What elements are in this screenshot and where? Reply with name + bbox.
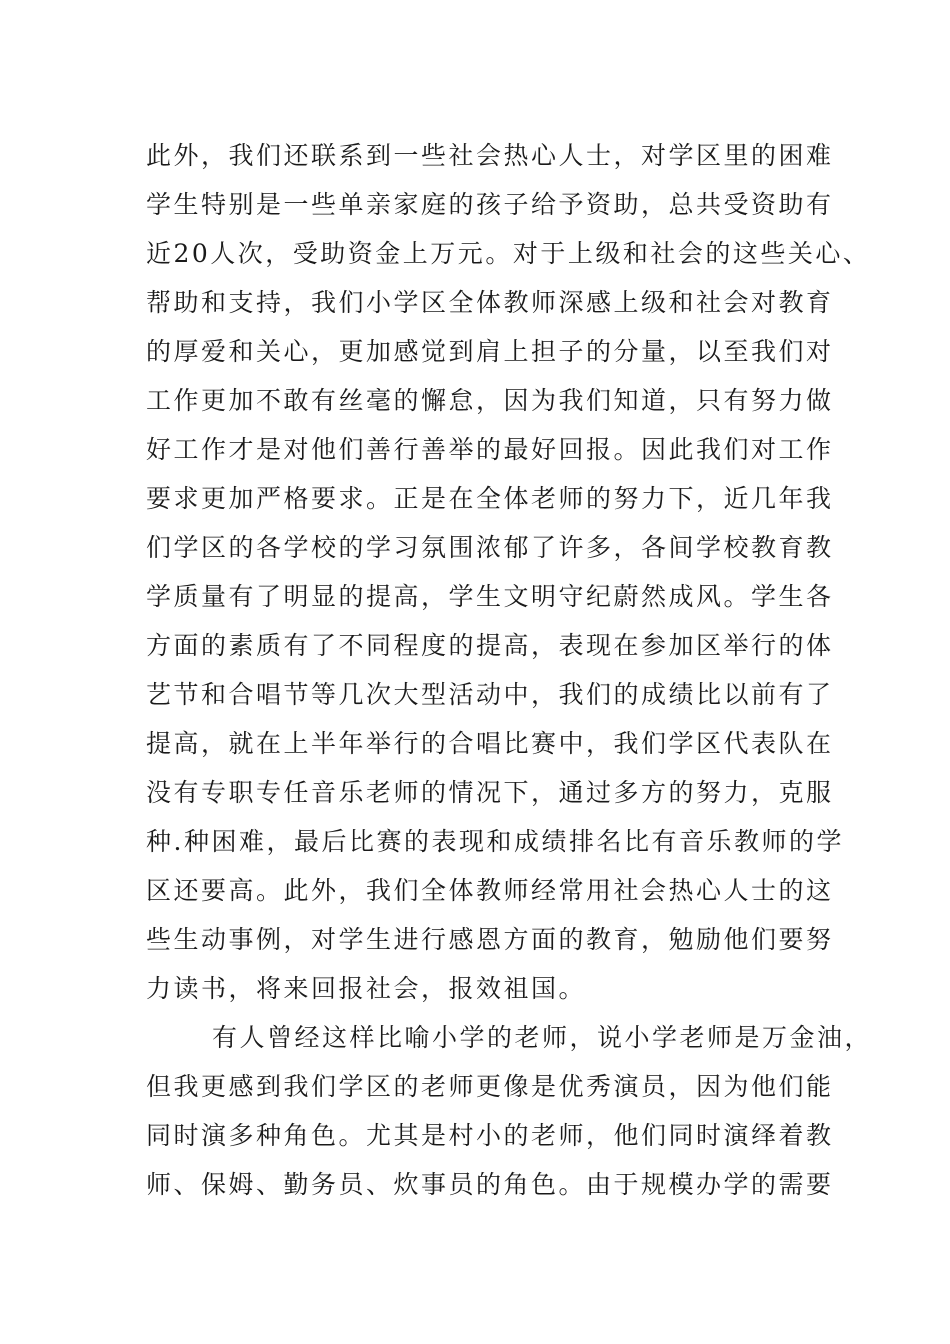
text-line: 帮助和支持，我们小学区全体教师深感上级和社会对教育	[146, 288, 834, 317]
text-line: 艺节和合唱节等几次大型活动中，我们的成绩比以前有了	[146, 680, 834, 709]
text-line: 没有专职专任音乐老师的情况下，通过多方的努力，克服	[146, 778, 834, 807]
text-line: 学生特别是一些单亲家庭的孩子给予资助，总共受资助有	[146, 190, 834, 219]
paragraph-2	[146, 1013, 873, 1209]
text-line: 此外，我们还联系到一些社会热心人士，对学区里的困难	[146, 141, 834, 170]
text-line: 提高，就在上半年举行的合唱比赛中，我们学区代表队在	[146, 729, 834, 758]
text-line: 近20人次，受助资金上万元。对于上级和社会的这些关心、	[146, 239, 871, 268]
text-line-indented: 有人曾经这样比喻小学的老师，说小学老师是万金油，	[212, 1023, 873, 1052]
paragraph-1	[146, 131, 871, 1013]
body-text	[146, 131, 873, 1209]
text-line: 好工作才是对他们善行善举的最好回报。因此我们对工作	[146, 435, 834, 464]
text-line: 的厚爱和关心，更加感觉到肩上担子的分量，以至我们对	[146, 337, 834, 366]
text-line: 些生动事例，对学生进行感恩方面的教育，勉励他们要努	[146, 925, 834, 954]
text-line: 师、保姆、勤务员、炊事员的角色。由于规模办学的需要	[146, 1170, 834, 1199]
text-line: 区还要高。此外，我们全体教师经常用社会热心人士的这	[146, 876, 834, 905]
text-line: 学质量有了明显的提高，学生文明守纪蔚然成风。学生各	[146, 582, 834, 611]
text-line: 工作更加不敢有丝毫的懈怠，因为我们知道，只有努力做	[146, 386, 834, 415]
text-line: 但我更感到我们学区的老师更像是优秀演员，因为他们能	[146, 1072, 834, 1101]
text-line: 同时演多种角色。尤其是村小的老师，他们同时演绎着教	[146, 1121, 834, 1150]
text-line: 方面的素质有了不同程度的提高，表现在参加区举行的体	[146, 631, 834, 660]
text-line: 力读书，将来回报社会，报效祖国。	[146, 974, 587, 1003]
text-line: 种.种困难，最后比赛的表现和成绩排名比有音乐教师的学	[146, 827, 844, 856]
text-line: 们学区的各学校的学习氛围浓郁了许多，各间学校教育教	[146, 533, 834, 562]
text-line: 要求更加严格要求。正是在全体老师的努力下，近几年我	[146, 484, 834, 513]
